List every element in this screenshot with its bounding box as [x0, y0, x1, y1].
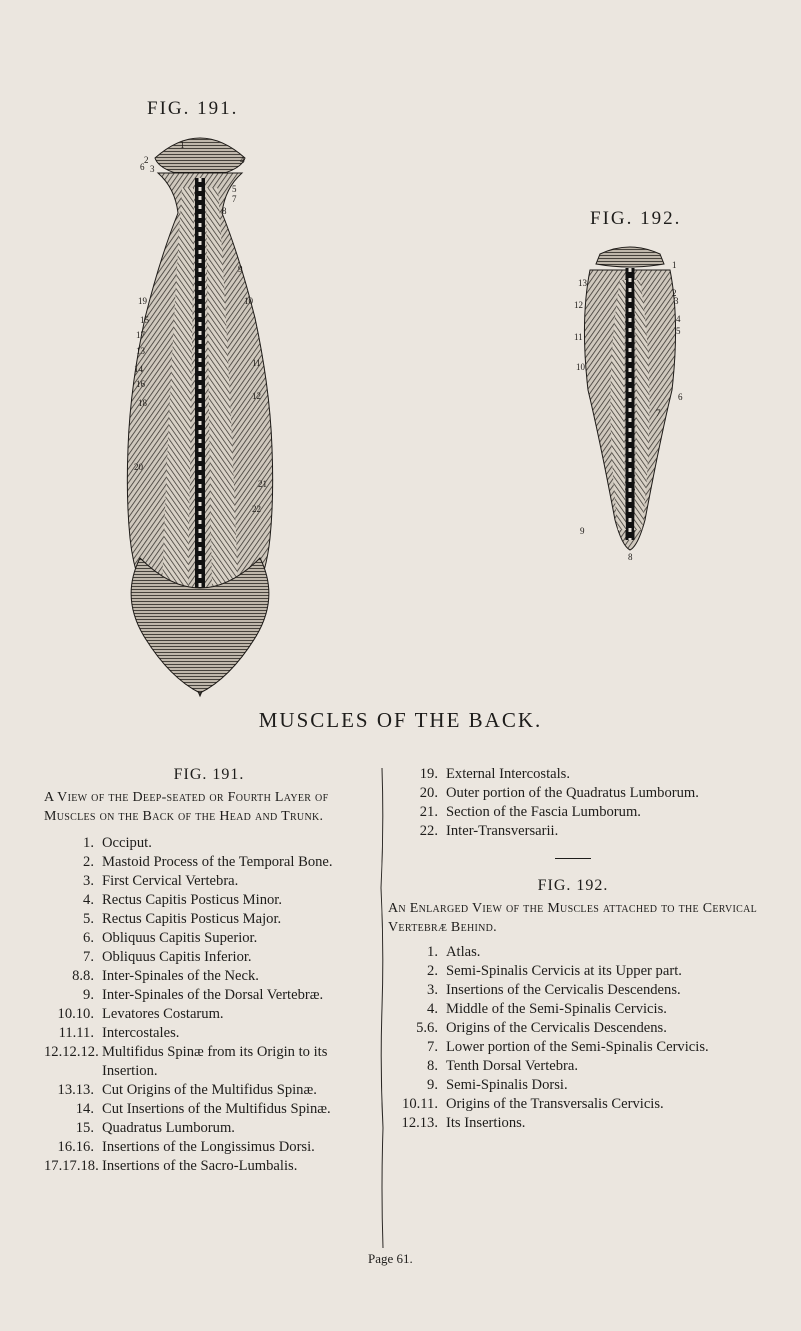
legend-item-number: 10.10.: [57, 1006, 94, 1022]
legend-item-text: Tenth Dorsal Vertebra.: [446, 1058, 579, 1074]
rule-separator: [388, 849, 758, 868]
fig192-num: 10: [576, 362, 585, 372]
legend-item-text: Insertions of the Sacro-Lumbalis.: [102, 1158, 298, 1174]
fig191-num: 7: [232, 194, 237, 204]
fig191-num: 1: [180, 140, 185, 150]
legend-item-number: 8.8.: [72, 968, 94, 984]
legend-item-number: 1.: [427, 944, 438, 960]
legend-item-text: Semi-Spinalis Dorsi.: [446, 1077, 568, 1093]
legend-item: [388, 765, 758, 784]
legend-item-number: 17.17.18.: [44, 1158, 99, 1174]
legend-item-text: Insertions of the Cervicalis Descendens.: [446, 982, 681, 998]
legend-item-number: 13.13.: [57, 1082, 94, 1098]
legend-item: [388, 981, 758, 1000]
legend-item-text: Levatores Costarum.: [102, 1006, 224, 1022]
legend-item-number: 15.: [75, 1120, 94, 1136]
legend-item-text: Origins of the Transversalis Cervicis.: [446, 1096, 664, 1112]
fig-191-items-continued: [388, 765, 758, 841]
legend-item-text: Quadratus Lumborum.: [102, 1120, 235, 1136]
fig192-num: 11: [574, 332, 583, 342]
legend-item: [388, 1000, 758, 1019]
fig-192-caption: An Enlarged View of the Muscles attached to the Cervical Vertebræ Behind.: [388, 901, 758, 935]
legend-item-number: 14.: [75, 1101, 94, 1117]
legend-item-number: 20.: [419, 785, 438, 801]
fig191-num: 8: [222, 206, 227, 216]
legend-item-text: Cut Insertions of the Multifidus Spinæ.: [102, 1101, 331, 1117]
legend-item: [388, 822, 758, 841]
legend-item: [44, 834, 374, 853]
legend-item-text: Middle of the Semi-Spinalis Cervicis.: [446, 1001, 667, 1017]
legend-item: [388, 943, 758, 962]
fig191-num: 15: [140, 315, 149, 325]
fig191-num: 11: [252, 358, 261, 368]
legend-item: [44, 910, 374, 929]
legend-item: [388, 1095, 758, 1114]
legend-item: [44, 1119, 374, 1138]
legend-item: [44, 948, 374, 967]
legend-item: [44, 1043, 374, 1081]
legend-item: [388, 784, 758, 803]
legend-item: [388, 1019, 758, 1038]
fig-191-heading: FIG. 191.: [173, 766, 245, 783]
legend-item-text: Inter-Spinales of the Neck.: [102, 968, 259, 984]
fig-191-caption: A View of the Deep-seated or Fourth Layer of Muscles on the Back of the Head and Trunk.: [44, 790, 329, 824]
legend-item-number: 6.: [83, 930, 94, 946]
fig-191-items: [44, 834, 374, 1176]
legend-item: [44, 891, 374, 910]
fig192-num: 13: [578, 278, 587, 288]
legend-item-text: Intercostales.: [102, 1025, 180, 1041]
fig192-num: 7: [656, 408, 661, 418]
fig191-num: 2: [144, 155, 149, 165]
legend-item-number: 7.: [427, 1039, 438, 1055]
legend-item-text: Inter-Transversarii.: [446, 823, 559, 839]
legend-item-text: Lower portion of the Semi-Spinalis Cervicis.: [446, 1039, 709, 1055]
legend-item: [44, 986, 374, 1005]
legend-item: [44, 872, 374, 891]
fig191-num: 4: [240, 155, 245, 165]
page-number: Page 61.: [368, 1251, 413, 1266]
legend-item: [44, 1024, 374, 1043]
legend-item-text: Obliquus Capitis Superior.: [102, 930, 258, 946]
legend-item-number: 19.: [419, 766, 438, 782]
legend-item: [44, 853, 374, 872]
fig192-num: 6: [678, 392, 683, 402]
legend-item-number: 2.: [83, 854, 94, 870]
legend-item-number: 21.: [419, 804, 438, 820]
fig191-num: 6: [140, 162, 145, 172]
legend-item: [388, 1114, 758, 1133]
fig192-num: 9: [580, 526, 585, 536]
legend-item-number: 4.: [83, 892, 94, 908]
legend-item-text: Outer portion of the Quadratus Lumborum.: [446, 785, 699, 801]
legend-item-number: 4.: [427, 1001, 438, 1017]
legend-item-number: 2.: [427, 963, 438, 979]
legend-item-number: 10.11.: [402, 1096, 438, 1112]
fig191-num: 16: [136, 379, 145, 389]
fig-192-label: FIG. 192.: [590, 208, 682, 229]
legend-item: [44, 929, 374, 948]
fig191-num: 10: [244, 296, 253, 306]
legend-item-text: External Intercostals.: [446, 766, 570, 782]
legend-item-number: 5.: [83, 911, 94, 927]
legend-item-number: 9.: [83, 987, 94, 1003]
legend-item-text: Occiput.: [102, 835, 152, 851]
legend-item: [388, 1057, 758, 1076]
fig191-num: 18: [138, 398, 147, 408]
legend-item: [388, 1038, 758, 1057]
fig191-num: 3: [150, 164, 155, 174]
legend-item: [388, 1076, 758, 1095]
fig191-num: 17: [136, 330, 145, 340]
legend-item-number: 8.: [427, 1058, 438, 1074]
legend-item-text: Atlas.: [446, 944, 481, 960]
legend-item-number: 12.12.12.: [44, 1044, 99, 1060]
legend-item-number: 3.: [83, 873, 94, 889]
legend-item: [44, 1157, 374, 1176]
legend-item-text: First Cervical Vertebra.: [102, 873, 239, 889]
legend-item-number: 16.16.: [57, 1139, 94, 1155]
legend-item-text: Rectus Capitis Posticus Minor.: [102, 892, 282, 908]
legend-item-number: 12.13.: [401, 1115, 438, 1131]
fig-191-label: FIG. 191.: [147, 98, 239, 119]
fig191-num: 9: [238, 264, 243, 274]
fig191-num: 20: [134, 462, 143, 472]
fig191-num: 22: [252, 504, 261, 514]
column-divider: [379, 768, 385, 1248]
fig191-num: 14: [134, 364, 143, 374]
fig191-num: 21: [258, 479, 267, 489]
fig-192-legend: [388, 765, 758, 1133]
legend-item-number: 5.6.: [416, 1020, 438, 1036]
fig191-num: 5: [232, 184, 237, 194]
fig191-num: 12: [252, 391, 261, 401]
legend-item-text: Origins of the Cervicalis Descendens.: [446, 1020, 667, 1036]
fig-192-items: [388, 943, 758, 1133]
legend-item: [44, 1138, 374, 1157]
legend-item: [44, 1100, 374, 1119]
legend-item-text: Multifidus Spinæ from its Origin to its Insertion.: [102, 1044, 328, 1079]
fig-192-illustration: [560, 240, 700, 560]
fig192-num: 1: [672, 260, 677, 270]
fig192-num: 2: [672, 288, 677, 298]
legend-item-text: Mastoid Process of the Temporal Bone.: [102, 854, 333, 870]
legend-item: [388, 962, 758, 981]
legend-item: [388, 803, 758, 822]
legend-item-number: 7.: [83, 949, 94, 965]
legend-item-text: Insertions of the Longissimus Dorsi.: [102, 1139, 315, 1155]
fig-191-legend: [44, 765, 374, 1176]
legend-item-text: Its Insertions.: [446, 1115, 526, 1131]
legend-item-number: 9.: [427, 1077, 438, 1093]
fig192-num: 8: [628, 552, 633, 562]
fig192-num: 12: [574, 300, 583, 310]
legend-item: [44, 1005, 374, 1024]
fig191-num: 13: [136, 346, 145, 356]
fig192-num: 4: [676, 314, 681, 324]
legend-item-number: 22.: [419, 823, 438, 839]
fig192-num: 5: [676, 326, 681, 336]
legend-item-number: 1.: [83, 835, 94, 851]
legend-item: [44, 1081, 374, 1100]
legend-item-text: Section of the Fascia Lumborum.: [446, 804, 641, 820]
legend-item-text: Cut Origins of the Multifidus Spinæ.: [102, 1082, 317, 1098]
fig192-num: 3: [674, 296, 679, 306]
legend-item-number: 11.11.: [58, 1025, 94, 1041]
legend-item-text: Semi-Spinalis Cervicis at its Upper part.: [446, 963, 682, 979]
fig-191-illustration: [100, 118, 300, 698]
fig191-num: 19: [138, 296, 147, 306]
legend-item-number: 3.: [427, 982, 438, 998]
plate-title: MUSCLES OF THE BACK.: [258, 708, 543, 732]
fig-192-heading: FIG. 192.: [537, 877, 609, 894]
legend-item-text: Rectus Capitis Posticus Major.: [102, 911, 282, 927]
legend-item-text: Obliquus Capitis Inferior.: [102, 949, 252, 965]
legend-item-text: Inter-Spinales of the Dorsal Vertebræ.: [102, 987, 324, 1003]
legend-item: [44, 967, 374, 986]
